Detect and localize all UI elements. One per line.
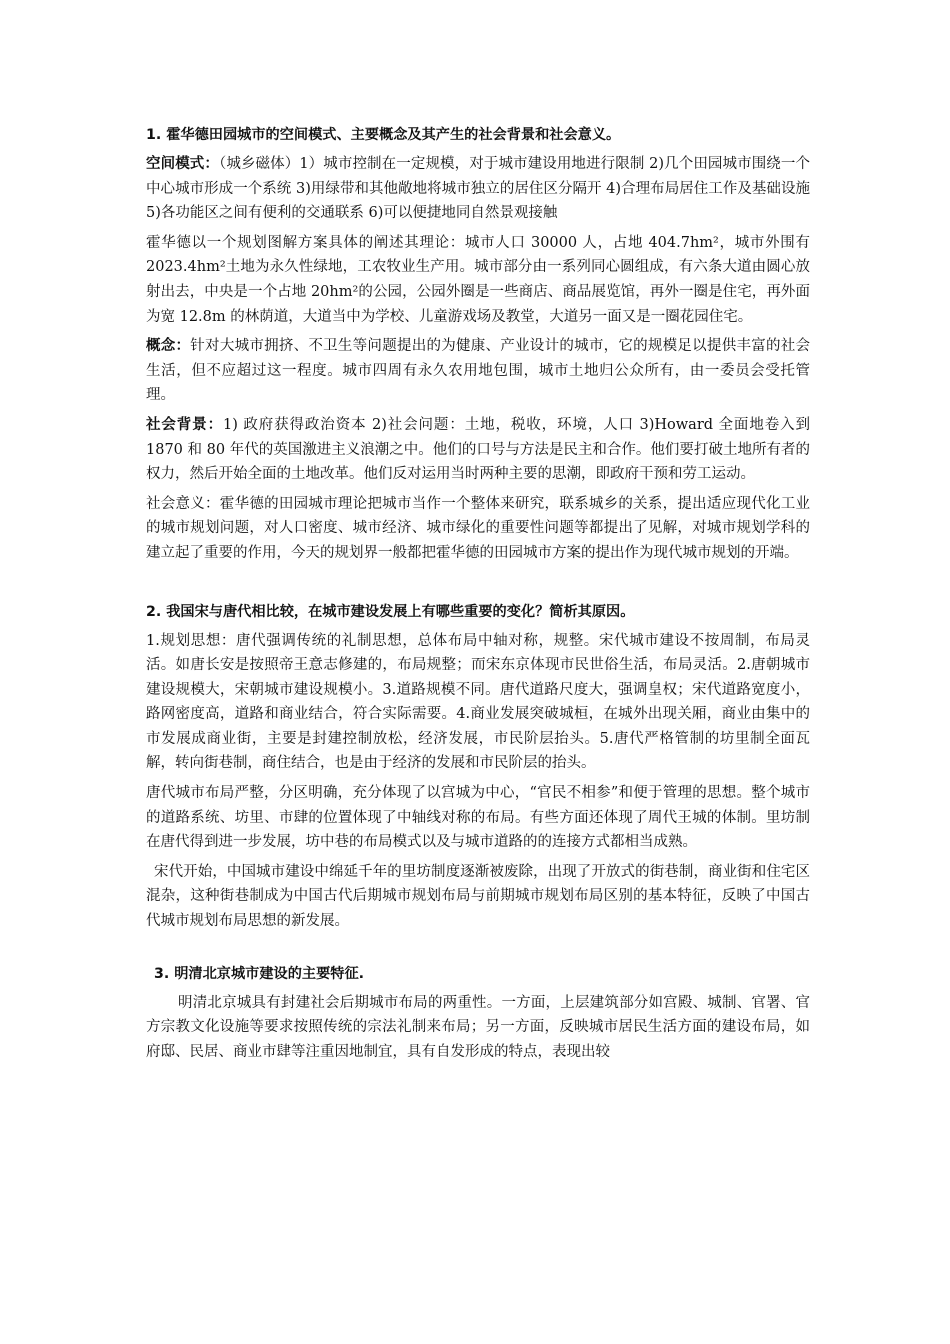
document-page bbox=[146, 124, 810, 1069]
social-background-paragraph bbox=[146, 413, 810, 487]
concept-text: 针对大城市拥挤、不卫生等问题提出的为健康、产业设计的城市，它的规模足以提供丰富的社会生活，但不应超过这一程度。城市四周有永久农用地包围，城市土地归公众所有，由一委员会受托管理。 bbox=[146, 338, 811, 404]
spatial-mode-label: 空间模式： bbox=[146, 156, 219, 172]
song-tang-comparison-paragraph: 1.规划思想：唐代强调传统的礼制思想，总体布局中轴对称，规整。宋代城市建设不按周制，布局灵活。如唐长安是按照帝王意志修建的，布局规整；而宋东京体现市民世俗生活，布局灵活。2.唐朝城市建设规模大，宋朝城市建设规模小。3.道路规模不同。唐代道路尺度大，强调皇权；宋代道路宽度小，路网密度高，道路和商业结合，符合实际需要。4.商业发展突破城桓，在城外出现关厢，商业由集中的市发展成商业街，主要是封建控制放松，经济发展，市民阶层抬头。5.唐代严格管制的坊里制全面瓦解，转向街巷制，商住结合，也是由于经济的发展和市民阶层的抬头。 bbox=[146, 632, 810, 772]
tang-city-layout-paragraph: 唐代城市布局严整，分区明确，充分体现了以宫城为中心，“官民不相参”和便于管理的思想。整个城市的道路系统、坊里、市肆的位置体现了中轴线对称的布局。有些方面还体现了周代王城的体制。里坊制在唐代得到进一步发展，坊中巷的布局模式以及与城市道路的的连接方式都相当成熟。 bbox=[146, 785, 810, 851]
question-1-title: 1. 霍华德田园城市的空间模式、主要概念及其产生的社会背景和社会意义。 bbox=[146, 127, 621, 143]
spatial-mode-paragraph bbox=[146, 152, 810, 226]
ming-qing-beijing-paragraph: 明清北京城具有封建社会后期城市布局的两重性。一方面，上层建筑部分如宫殿、城制、官署、官方宗教文化设施等要求按照传统的宗法礼制来布局；另一方面，反映城市居民生活方面的建设布局，如府邸、民居、商业市肆等注重因地制宜，具有自发形成的特点，表现出较 bbox=[146, 994, 810, 1060]
question-3-title: 3. 明清北京城市建设的主要特征. bbox=[154, 965, 365, 982]
social-background-text: 1) 政府获得政治资本 2)社会问题：土地，税收，环境，人口 3)Howard 全面地卷入到 1870 和 80 年代的英国激进主义浪潮之中。他们的口号与方法是民主和合作。他们要打破土地所有者的权力，然后开始全面的土地改革。他们反对运用当时两种主要的思潮，即政府干预和劳工运动。 bbox=[146, 416, 811, 483]
concept-label: 概念： bbox=[146, 338, 191, 355]
social-background-label: 社会背景： bbox=[146, 416, 223, 433]
song-city-layout-paragraph: 宋代开始，中国城市建设中绵延千年的里坊制度逐渐被废除，出现了开放式的街巷制，商业街和住宅区混杂，这种街巷制成为中国古代后期城市规划布局与前期城市规划布局区别的基本特征，反映了中国古代城市规划布局思想的新发展。 bbox=[146, 863, 810, 930]
howard-diagram-description: 霍华德以一个规划图解方案具体的阐述其理论：城市人口 30000 人，占地 404.7hm²，城市外围有 2023.4hm²土地为永久性绿地，工农牧业生产用。城市部分由一系列同心圆组成，有六条大道由圆心放射出去，中央是一个占地 20hm²的公园，公园外圈是一些商店、商品展览馆，再外一圈是住宅，再外面为宽 12.8m 的林荫道，大道当中为学校、儿童游戏场及教堂，大道另一面又是一圈花园住宅。 bbox=[146, 234, 810, 325]
spatial-mode-text: （城乡磁体）1）城市控制在一定规模，对于城市建设用地进行限制 2)几个田园城市围绕一个中心城市形成一个系统 3)用绿带和其他敞地将城市独立的居住区分隔开 4)合理布局居住工作及基础设施 5)各功能区之间有便利的交通联系 6)可以便捷地同自然景观接触 bbox=[146, 156, 811, 222]
concept-paragraph bbox=[146, 334, 810, 408]
social-significance-paragraph: 社会意义：霍华德的田园城市理论把城市当作一个整体来研究，联系城乡的关系，提出适应现代化工业的城市规划问题，对人口密度、城市经济、城市绿化的重要性问题等都提出了见解，对城市规划学科的建立起了重要的作用，今天的规划界一般都把霍华德的田园城市方案的提出作为现代城市规划的开端。 bbox=[146, 495, 810, 561]
question-2-title: 2. 我国宋与唐代相比较，在城市建设发展上有哪些重要的变化？简析其原因。 bbox=[146, 603, 635, 620]
